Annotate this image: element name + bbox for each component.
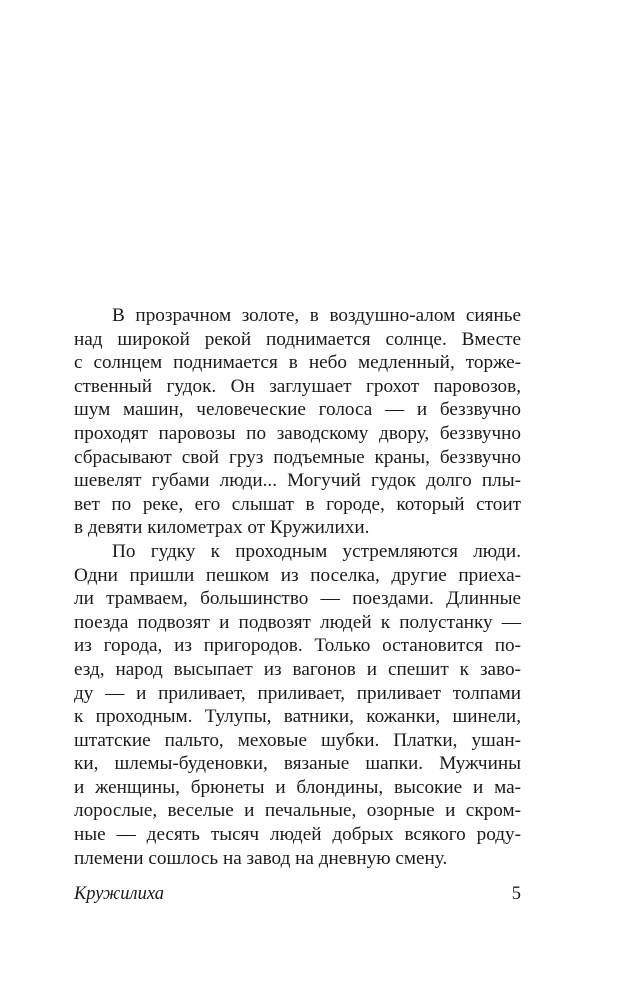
text-line: ственный гудок. Он заглушает грохот паровозов, [74,375,521,397]
text-line: Одни пришли пешком из поселка, другие приеха- [74,564,521,586]
text-line: сбрасывают свой груз подъемные краны, беззвучно [74,446,521,468]
text-line: племени сошлось на завод на дневную смену. [74,847,448,869]
text-line: лорослые, веселые и печальные, озорные и скром- [74,800,521,822]
text-line: проходят паровозы по заводскому двору, беззвучно [74,422,521,444]
text-line: с солнцем поднимается в небо медленный, торже- [74,352,521,374]
text-line: в девяти километрах от Кружилихи. [74,517,370,539]
running-title: Кружилиха [74,884,165,904]
text-line: над широкой рекой поднимается солнце. Вместе [74,328,521,350]
text-line: ду — и приливает, приливает, приливает толпами [74,682,521,704]
text-line: из города, из пригородов. Только остановится по- [74,635,521,657]
text-line: езд, народ высыпает из вагонов и спешит к заво- [74,658,521,680]
text-line: вет по реке, его слышат в городе, который стоит [74,493,521,515]
text-line: шум машин, человеческие голоса — и беззвучно [74,399,521,421]
text-line: к проходным. Тулупы, ватники, кожанки, шинели, [74,706,521,728]
text-line: По гудку к проходным устремляются люди. [112,540,521,562]
text-line: шевелят губами люди... Могучий гудок долго плы- [74,470,521,492]
page-number: 5 [511,884,521,904]
text-line: штатские пальто, меховые шубки. Платки, ушан- [74,729,521,751]
text-line: ли трамваем, большинство — поездами. Длинные [74,588,521,610]
text-line: поезда подвозят и подвозят людей к полустанку — [74,611,521,633]
paragraph [74,304,521,540]
text-line: ки, шлемы-буденовки, вязаные шапки. Мужчины [74,753,521,775]
text-line: ные — десять тысяч людей добрых всякого роду- [74,824,521,846]
text-line: В прозрачном золоте, в воздушно-алом сиянье [112,305,521,326]
paragraph [74,540,521,870]
text-line: и женщины, брюнеты и блондины, высокие и ма- [74,776,521,798]
page-footer [74,884,521,905]
body-text [74,304,521,870]
